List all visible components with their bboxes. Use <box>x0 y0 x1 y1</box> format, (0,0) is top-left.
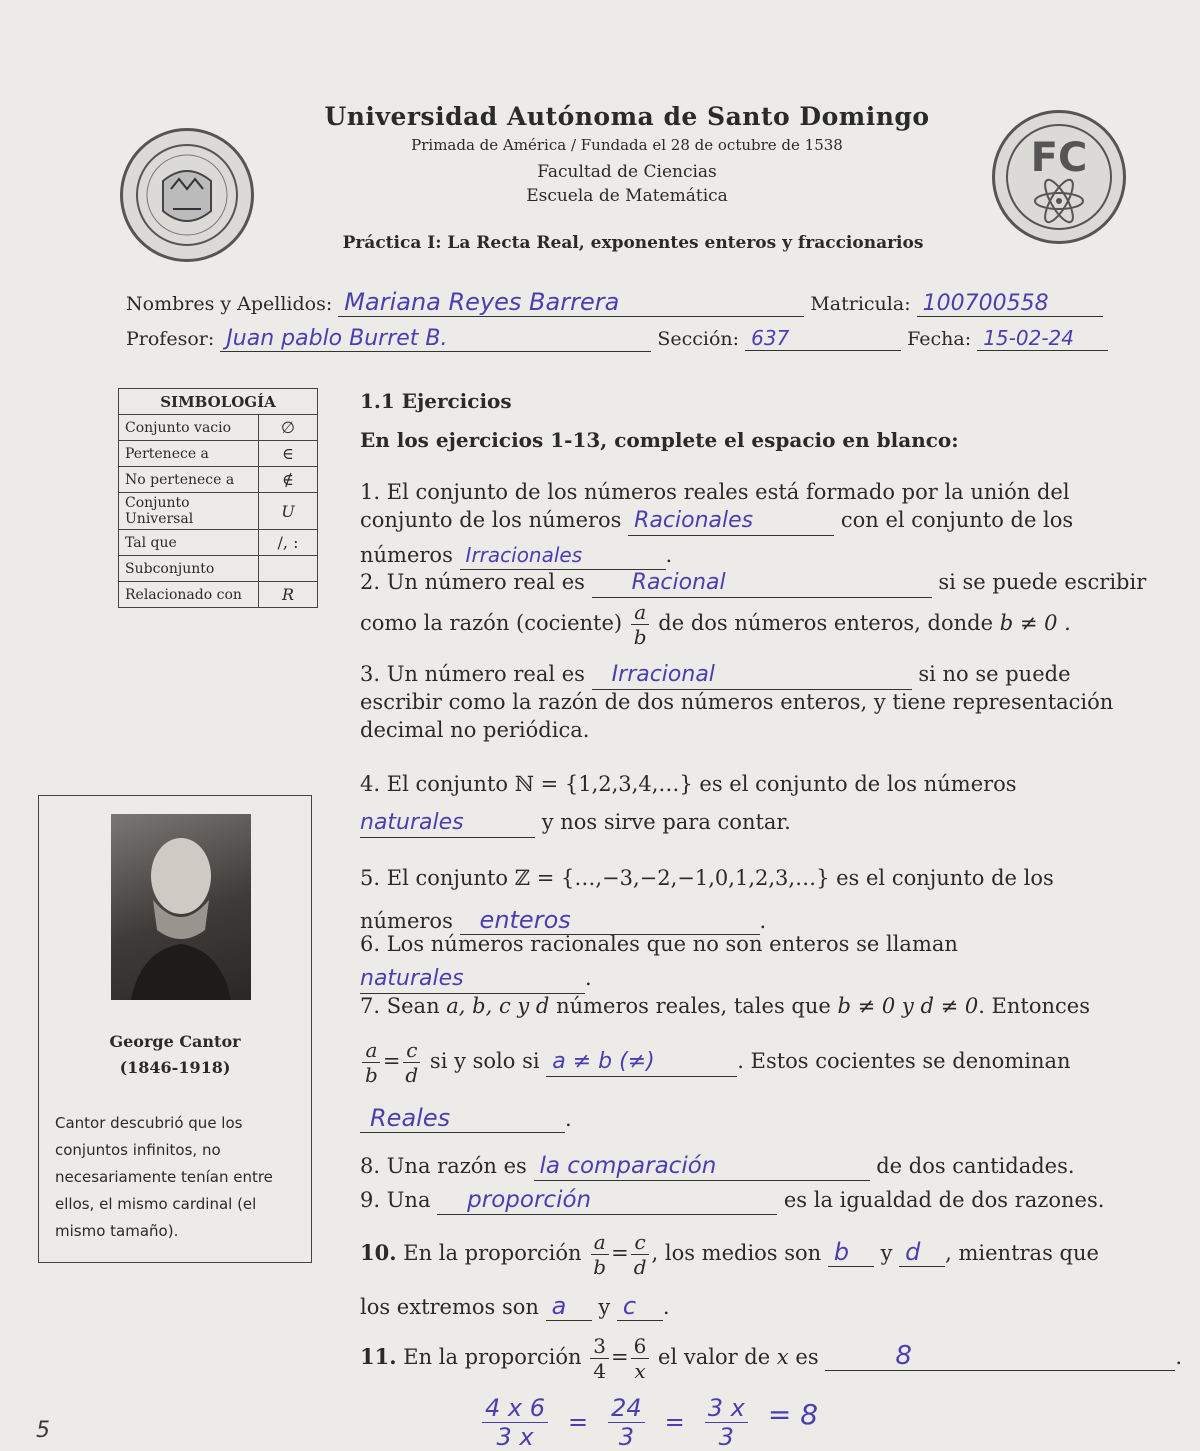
question-text: de dos números enteros, donde <box>658 611 994 635</box>
question-text: es el conjunto de los números <box>699 772 1017 796</box>
denominator: d <box>633 1255 647 1279</box>
name-row <box>126 288 1103 317</box>
table-row <box>119 493 318 530</box>
profesor-field[interactable]: Juan pablo Burret B. <box>220 326 651 352</box>
question-text: si y solo si <box>429 1049 540 1073</box>
question-3-line-c <box>360 716 589 744</box>
answer-field[interactable]: Racional <box>592 569 932 598</box>
equals-sign: = <box>568 1408 589 1436</box>
question-7-line-b: $\frac{a}{b}$ = $\frac{c}{d}$ si y solo si a ≠ b (≠) . Estos cocientes se denominan <box>360 1040 1071 1085</box>
question-3-line-a <box>360 660 1071 690</box>
practice-title: Práctica I: La Recta Real, exponentes enteros y fraccionarios <box>342 233 924 253</box>
symbol-label: Conjunto Universal <box>119 493 259 530</box>
question-number: 10. <box>360 1240 397 1265</box>
symbology-title: SIMBOLOGÍA <box>119 389 318 415</box>
fraction <box>631 1232 650 1277</box>
university-title: Universidad Autónoma de Santo Domingo <box>324 102 930 131</box>
question-2-line-a <box>360 568 1146 598</box>
question-number: 9. <box>360 1188 381 1212</box>
question-text: Un número real es <box>386 570 585 594</box>
fraction <box>402 1040 421 1085</box>
table-row <box>119 582 318 608</box>
question-text: números <box>360 909 453 933</box>
question-text: números <box>360 543 453 567</box>
question-number: 8. <box>360 1154 381 1178</box>
question-10-line-b: los extremos son a y c . <box>360 1292 670 1320</box>
cantor-years: (1846-1918) <box>119 1058 231 1077</box>
answer-field[interactable]: b <box>828 1238 874 1267</box>
question-1-line-b <box>360 506 1073 536</box>
question-number: 3. <box>360 662 381 686</box>
question-text: Los números racionales que no son enteros se llaman <box>386 932 958 956</box>
work-fraction <box>705 1396 748 1449</box>
question-number: 1. <box>360 480 381 504</box>
denominator: 4 <box>593 1359 606 1383</box>
numerator: c <box>403 1040 420 1063</box>
numerator: 6 <box>631 1336 650 1359</box>
question-number: 7. <box>360 994 381 1018</box>
question-text: En la proporción <box>403 1345 582 1369</box>
name-label: Nombres y Apellidos: <box>126 293 333 315</box>
numerator: 24 <box>608 1396 645 1423</box>
denominator: 3 <box>618 1423 635 1451</box>
numerator: 3 <box>590 1336 609 1359</box>
uasd-seal-icon <box>123 131 251 259</box>
answer-field[interactable]: naturales <box>360 809 535 838</box>
question-2-line-b <box>360 602 1071 647</box>
answer-field[interactable]: d <box>899 1238 945 1267</box>
condition: b ≠ 0 . <box>999 611 1071 635</box>
question-text: , los medios son <box>651 1241 822 1265</box>
answer-field[interactable]: Irracionales <box>460 541 666 570</box>
cantor-text: Cantor descubrió que los conjuntos infinitos, no necesariamente tenían entre ellos, el mismo cardinal (el mismo tamaño). <box>55 1114 273 1240</box>
denominator: 3 <box>718 1423 734 1451</box>
set-notation: ℤ = {…,−3,−2,−1,0,1,2,3,…} <box>514 866 830 890</box>
question-text: los extremos son <box>360 1295 539 1319</box>
question-5-line-a <box>360 864 1054 892</box>
answer-field[interactable]: a ≠ b (≠) <box>546 1048 737 1077</box>
denominator: x <box>634 1359 646 1383</box>
question-5-line-b: números enteros . <box>360 906 767 934</box>
symbol-value: U <box>259 493 318 530</box>
answer-field[interactable]: c <box>617 1292 663 1321</box>
matricula-label: Matricula: <box>810 293 911 315</box>
profesor-label: Profesor: <box>126 328 215 350</box>
fraction <box>362 1040 381 1085</box>
profesor-row <box>126 326 1108 352</box>
symbol-value: /, : <box>259 530 318 556</box>
numerator: a <box>362 1040 380 1063</box>
question-6-line-a <box>360 930 958 958</box>
question-text: El conjunto <box>386 866 509 890</box>
question-text: , mientras que <box>945 1241 1099 1265</box>
answer-field[interactable]: proporción <box>437 1186 777 1215</box>
answer-field[interactable]: enteros <box>460 906 760 935</box>
set-notation: ℕ = {1,2,3,4,…} <box>514 772 693 796</box>
cantor-box <box>38 795 312 1263</box>
answer-field[interactable]: naturales <box>360 965 585 994</box>
table-row <box>119 530 318 556</box>
question-text: es el conjunto de los <box>836 866 1054 890</box>
question-1-line-c: números Irracionales . <box>360 541 672 570</box>
question-text: conjunto de los números <box>360 508 622 532</box>
question-text: de dos cantidades. <box>876 1154 1075 1178</box>
symbol-label: Relacionado con <box>119 582 259 608</box>
numerator: a <box>591 1232 609 1255</box>
question-text: decimal no periódica. <box>360 718 590 742</box>
work-fraction <box>482 1396 548 1449</box>
equals-sign: = <box>664 1408 685 1436</box>
question-text: y nos sirve para contar. <box>541 810 791 834</box>
symbol-value <box>259 556 318 582</box>
table-row <box>119 415 318 441</box>
symbol-value: ∈ <box>259 441 318 467</box>
seccion-field[interactable]: 637 <box>745 326 901 351</box>
variables: a, b, c y d <box>446 994 550 1018</box>
question-text: es la igualdad de dos razones. <box>783 1188 1105 1212</box>
fraction <box>590 1232 609 1277</box>
question-text: si se puede escribir <box>938 570 1147 594</box>
question-8 <box>360 1152 1075 1181</box>
symbol-value: R <box>259 582 318 608</box>
fraction <box>631 1336 650 1381</box>
question-3-line-b <box>360 688 1113 716</box>
question-text: El conjunto <box>386 772 509 796</box>
exercises-heading: 1.1 Ejercicios <box>360 389 512 413</box>
uasd-seal-logo <box>120 128 254 262</box>
question-number: 11. <box>360 1344 397 1369</box>
exercises-instructions: En los ejercicios 1-13, complete el espacio en blanco: <box>360 428 959 452</box>
faculty-name: Facultad de Ciencias <box>537 162 717 182</box>
name-field[interactable]: Mariana Reyes Barrera <box>338 288 804 317</box>
symbol-label: Conjunto vacio <box>119 415 259 441</box>
answer-field[interactable]: Racionales <box>628 507 834 536</box>
question-1-line-a <box>360 478 1070 506</box>
denominator: d <box>405 1063 419 1087</box>
table-row <box>119 441 318 467</box>
question-text: Sean <box>386 994 440 1018</box>
question-text: Una razón es <box>386 1154 527 1178</box>
fc-faculty-logo <box>992 110 1126 244</box>
denominator: b <box>365 1063 378 1087</box>
question-text: . Estos cocientes se denominan <box>737 1049 1071 1073</box>
answer-field[interactable]: 8 <box>825 1342 1175 1371</box>
condition: b ≠ 0 y d ≠ 0 <box>837 994 979 1018</box>
school-name: Escuela de Matemática <box>526 186 728 206</box>
question-number: 4. <box>360 772 381 796</box>
question-text: En la proporción <box>403 1241 582 1265</box>
answer-field[interactable]: la comparación <box>534 1152 870 1181</box>
question-text: con el conjunto de los <box>840 508 1074 532</box>
matricula-field[interactable]: 100700558 <box>917 291 1103 317</box>
symbol-value: ∉ <box>259 467 318 493</box>
work-result: = 8 <box>767 1398 819 1431</box>
question-text: El conjunto de los números reales está formado por la unión del <box>386 480 1070 504</box>
question-text: es <box>795 1345 819 1369</box>
question-4-line-a <box>360 770 1017 798</box>
question-10-line-a: 10. En la proporción $\frac{a}{b}$ = $\frac{c}{d}$ , los medios son b y d , mientras que <box>360 1230 1099 1279</box>
question-7-line-a <box>360 992 1090 1020</box>
table-row <box>119 556 318 582</box>
question-text: Una <box>386 1188 431 1212</box>
symbol-label: No pertenece a <box>119 467 259 493</box>
table-row <box>119 467 318 493</box>
question-text: y <box>598 1295 611 1319</box>
question-7-line-c: Reales . <box>360 1104 572 1133</box>
fraction <box>631 602 650 647</box>
symbol-label: Subconjunto <box>119 556 259 582</box>
fecha-label: Fecha: <box>907 328 972 350</box>
question-number: 6. <box>360 932 381 956</box>
fraction <box>590 1336 609 1381</box>
symbol-label: Pertenece a <box>119 441 259 467</box>
question-number: 2. <box>360 570 381 594</box>
question-text: y <box>880 1241 893 1265</box>
page-number: 5 <box>36 1418 50 1443</box>
question-4-line-b <box>360 808 791 838</box>
university-subtitle: Primada de América / Fundada el 28 de octubre de 1538 <box>411 136 843 154</box>
symbol-value: ∅ <box>259 415 318 441</box>
work-fraction <box>608 1396 645 1449</box>
cantor-name: George Cantor <box>109 1032 241 1051</box>
question-text: . Entonces <box>978 994 1090 1018</box>
question-text: si no se puede <box>918 662 1071 686</box>
numerator: 3 x <box>705 1396 748 1423</box>
answer-field[interactable]: a <box>546 1292 592 1321</box>
question-text: como la razón (cociente) <box>360 611 623 635</box>
question-text: escribir como la razón de dos números enteros, y tiene representación <box>360 690 1114 714</box>
question-text: Un número real es <box>386 662 585 686</box>
numerator: a <box>631 602 649 625</box>
fecha-field[interactable]: 15-02-24 <box>977 326 1108 351</box>
handwritten-work <box>480 1396 818 1449</box>
portrait-icon <box>111 814 251 1000</box>
symbology-table <box>118 388 318 608</box>
seccion-label: Sección: <box>657 328 740 350</box>
denominator: b <box>633 625 647 649</box>
numerator: c <box>631 1232 648 1255</box>
denominator: b <box>593 1255 607 1279</box>
cantor-portrait <box>111 814 251 1000</box>
question-6-line-b: naturales . <box>360 964 592 994</box>
question-text: el valor de <box>658 1345 771 1369</box>
question-number: 5. <box>360 866 381 890</box>
question-11: 11. En la proporción $\frac{3}{4}$ = $\frac{6}{x}$ el valor de x es 8 . <box>360 1334 1182 1383</box>
numerator: 4 x 6 <box>482 1396 548 1423</box>
answer-field[interactable]: Irracional <box>592 661 912 690</box>
answer-field[interactable]: Reales <box>360 1104 565 1133</box>
denominator: 3 x <box>496 1423 534 1451</box>
question-9 <box>360 1186 1104 1215</box>
fc-logo-text: FC <box>1030 135 1088 181</box>
variable: x <box>776 1345 789 1369</box>
symbol-label: Tal que <box>119 530 259 556</box>
question-text: números reales, tales que <box>556 994 831 1018</box>
